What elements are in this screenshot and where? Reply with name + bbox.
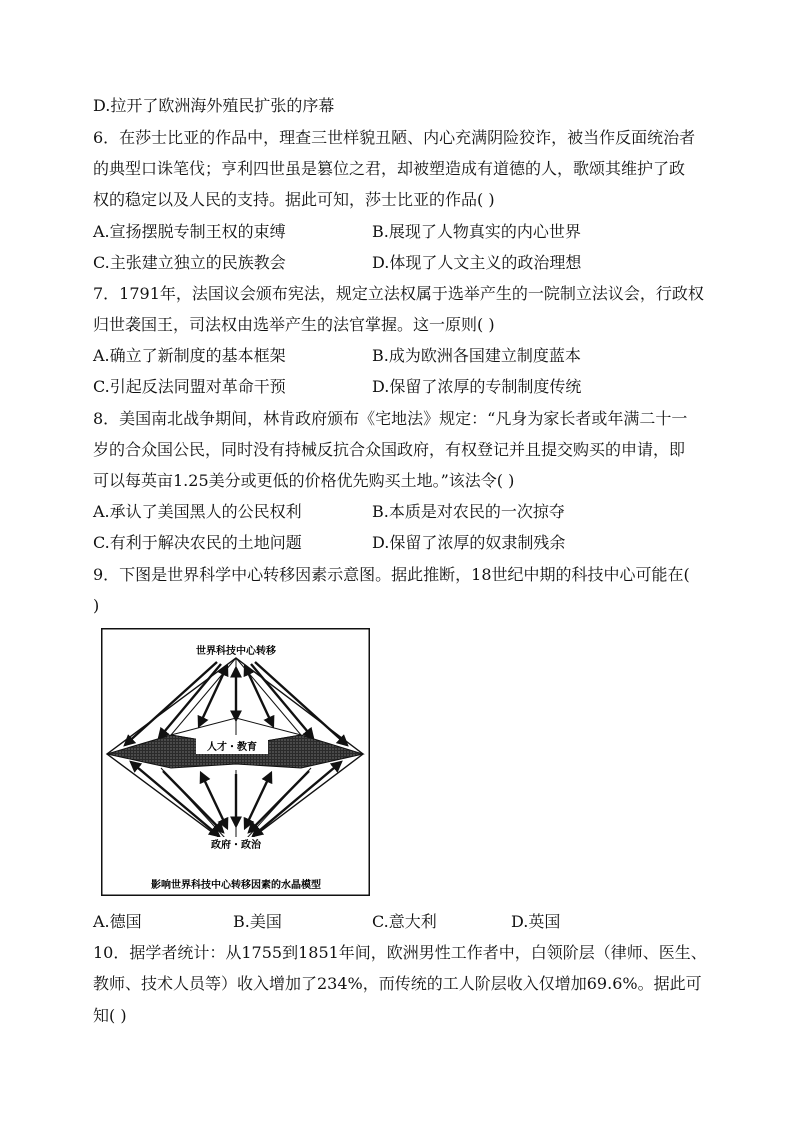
q7-option-c: C.引起反法同盟对革命干预 (93, 377, 286, 396)
q7-stem-line-1: 7．1791年，法国议会颁布宪法，规定立法权属于选举产生的一院制立法议会，行政权 (93, 284, 704, 303)
q5-option-d: D.拉开了欧洲海外殖民扩张的序幕 (93, 96, 335, 115)
q8-option-b: B.本质是对农民的一次掠夺 (372, 502, 565, 521)
q6-option-a: A.宣扬摆脱专制王权的束缚 (93, 222, 286, 241)
middle-label: 人才・教育 (207, 742, 257, 753)
q9-stem-line-2: ) (93, 596, 100, 615)
q9-option-d: D.英国 (511, 912, 561, 931)
q7-option-d: D.保留了浓厚的专制制度传统 (372, 377, 582, 396)
q6-option-d: D.体现了人文主义的政治理想 (372, 253, 582, 272)
q8-stem-line-2: 岁的合众国公民，同时没有持械反抗合众国政府，有权登记并且提交购买的申请，即 (93, 440, 686, 459)
q8-stem-line-3: 可以每英亩1.25美分或更低的价格优先购买土地。”该法令( ) (93, 471, 515, 490)
q8-option-d: D.保留了浓厚的奴隶制残余 (372, 533, 566, 552)
q7-stem-line-2: 归世袭国王，司法权由选举产生的法官掌握。这一原则( ) (93, 315, 495, 334)
q9-option-b: B.美国 (233, 912, 282, 931)
q9-option-a: A.德国 (93, 912, 142, 931)
q6-option-c: C.主张建立独立的民族教会 (93, 253, 286, 272)
top-label: 世界科技中心转移 (196, 646, 276, 657)
q8-stem-line-1: 8．美国南北战争期间，林肯政府颁布《宅地法》规定：“凡身为家长者或年满二十一 (93, 409, 688, 428)
q10-stem-line-1: 10．据学者统计：从1755到1851年间，欧洲男性工作者中，白领阶层（律师、医生、 (93, 943, 707, 962)
crystal-model-figure (101, 628, 370, 896)
q6-stem-line-2: 的典型口诛笔伐；亨利四世虽是篡位之君，却被塑造成有道德的人，歌颂其维护了政 (93, 159, 686, 178)
q7-option-b: B.成为欧洲各国建立制度蓝本 (372, 346, 581, 365)
bottom-label: 政府・政治 (211, 840, 261, 851)
q10-stem-line-2: 教师、技术人员等）收入增加了234%，而传统的工人阶层收入仅增加69.6%。据此可 (93, 974, 702, 993)
figure-caption: 影响世界科技中心转移因素的水晶模型 (151, 880, 321, 891)
q8-option-c: C.有利于解决农民的土地问题 (93, 533, 302, 552)
q8-option-a: A.承认了美国黑人的公民权利 (93, 502, 302, 521)
crystal-model-diagram (101, 628, 370, 896)
q9-stem-line-1: 9．下图是世界科学中心转移因素示意图。据此推断，18世纪中期的科技中心可能在( (93, 565, 690, 584)
q10-stem-line-3: 知( ) (93, 1006, 127, 1025)
q7-option-a: A.确立了新制度的基本框架 (93, 346, 286, 365)
q6-stem-line-3: 权的稳定以及人民的支持。据此可知，莎士比亚的作品( ) (93, 190, 495, 209)
q6-option-b: B.展现了人物真实的内心世界 (372, 222, 581, 241)
q9-option-c: C.意大利 (372, 912, 437, 931)
q6-stem-line-1: 6．在莎士比亚的作品中，理查三世样貌丑陋、内心充满阴险狡诈，被当作反面统治者 (93, 128, 696, 147)
